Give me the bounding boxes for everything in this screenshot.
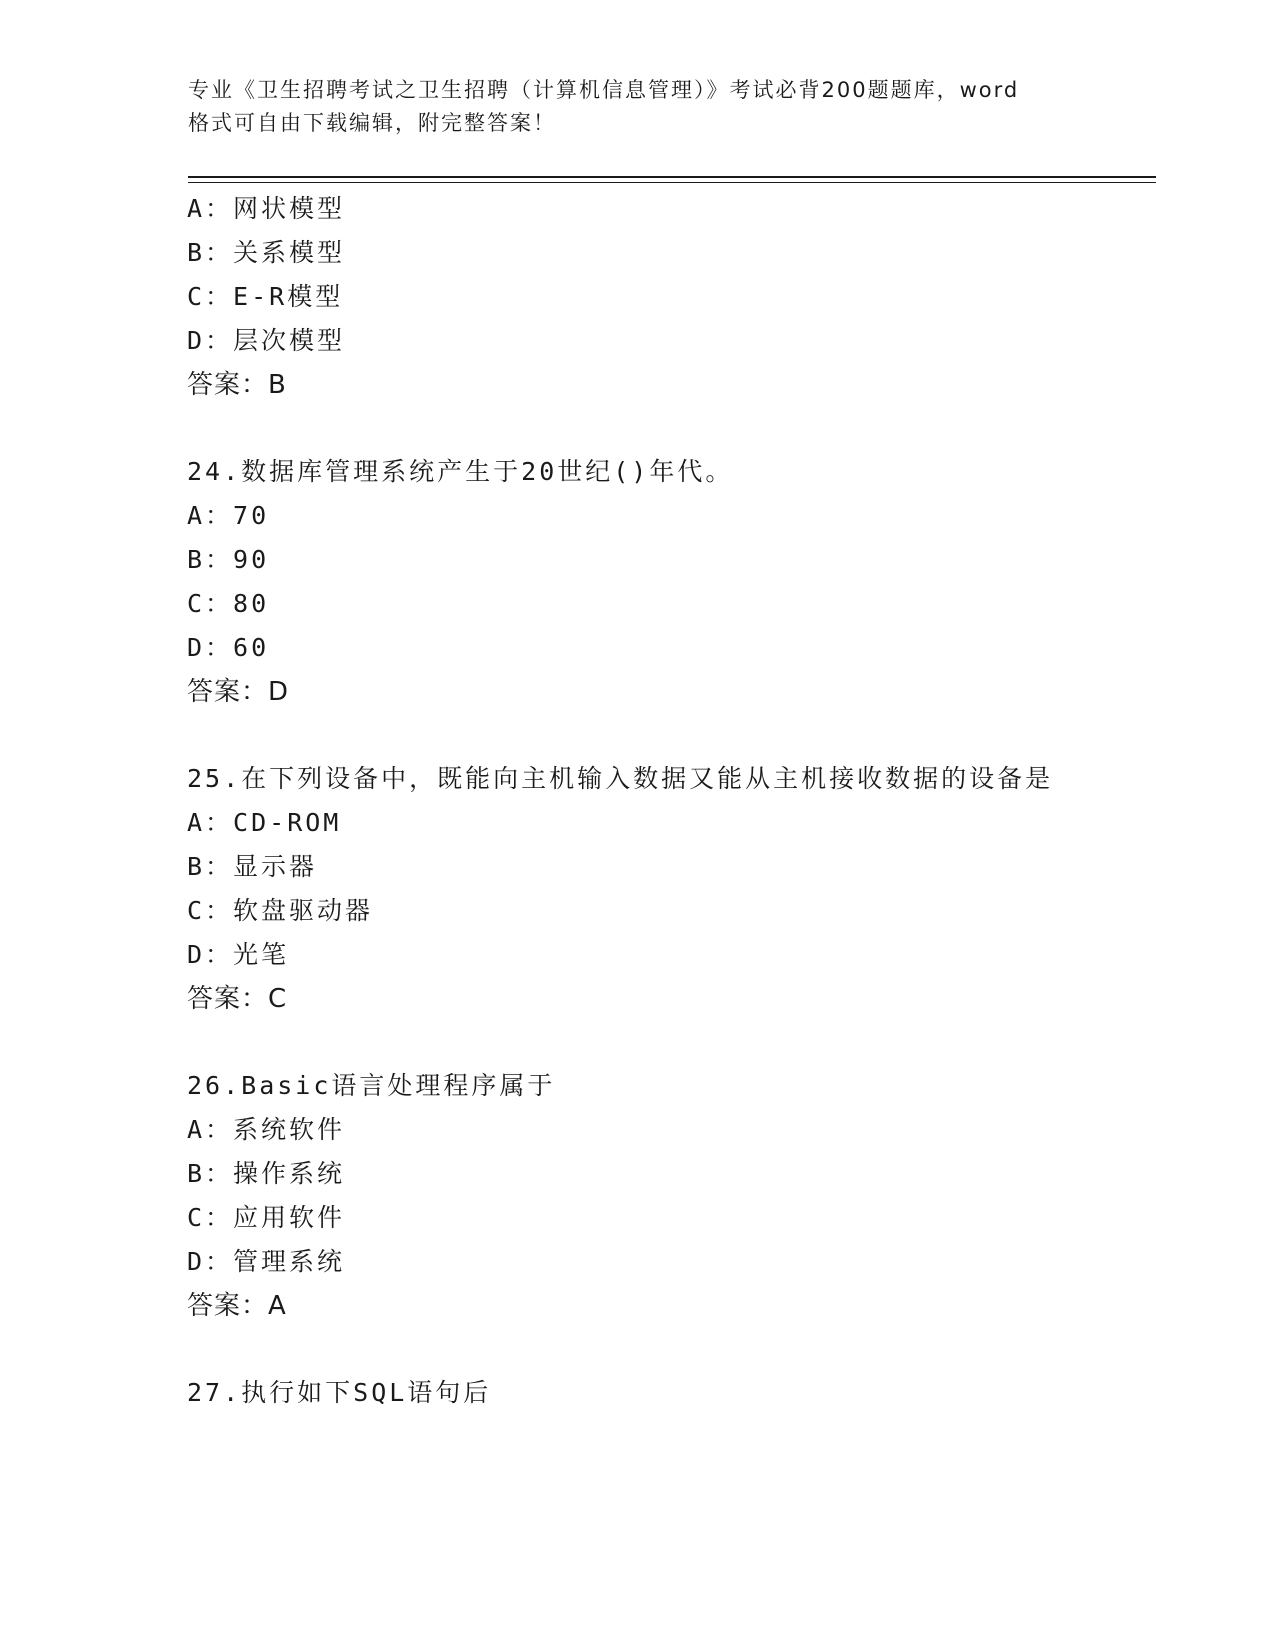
- q23-option-c: C：E-R模型: [187, 282, 344, 311]
- q24-question: 24.数据库管理系统产生于20世纪()年代。: [187, 457, 734, 486]
- q26-answer: 答案：A: [187, 1291, 287, 1321]
- q26-option-d: D：管理系统: [187, 1247, 346, 1276]
- document-header: [188, 74, 1108, 140]
- q24-option-d: D：60: [187, 633, 270, 662]
- header-line-1: 专业《卫生招聘考试之卫生招聘（计算机信息管理）》考试必背200题题库，word: [188, 78, 1020, 102]
- q23-option-b: B：关系模型: [187, 238, 346, 267]
- q23-option-a: A：网状模型: [187, 194, 346, 223]
- q26-option-b: B：操作系统: [187, 1159, 346, 1188]
- q25-question: 25.在下列设备中，既能向主机输入数据又能从主机接收数据的设备是: [187, 764, 1054, 793]
- q24-option-a: A：70: [187, 501, 270, 530]
- q24-option-b: B：90: [187, 545, 270, 574]
- q26-question: 26.Basic语言处理程序属于: [187, 1071, 556, 1100]
- q25-option-b: B：显示器: [187, 852, 318, 881]
- q25-answer: 答案：C: [187, 984, 288, 1014]
- q26-option-a: A：系统软件: [187, 1115, 346, 1144]
- q24-option-c: C：80: [187, 589, 270, 618]
- q25-option-d: D：光笔: [187, 940, 290, 969]
- q24-answer: 答案：D: [187, 677, 290, 707]
- q23-option-d: D：层次模型: [187, 326, 346, 355]
- header-divider-thin: [188, 182, 1156, 183]
- q25-option-a: A：CD-ROM: [187, 808, 342, 837]
- q27-question: 27.执行如下SQL语句后: [187, 1378, 492, 1407]
- header-line-2: 格式可自由下载编辑，附完整答案！: [188, 111, 556, 135]
- header-divider-thick: [188, 176, 1156, 178]
- q23-answer: 答案：B: [187, 370, 287, 400]
- q26-option-c: C：应用软件: [187, 1203, 346, 1232]
- q25-option-c: C：软盘驱动器: [187, 896, 374, 925]
